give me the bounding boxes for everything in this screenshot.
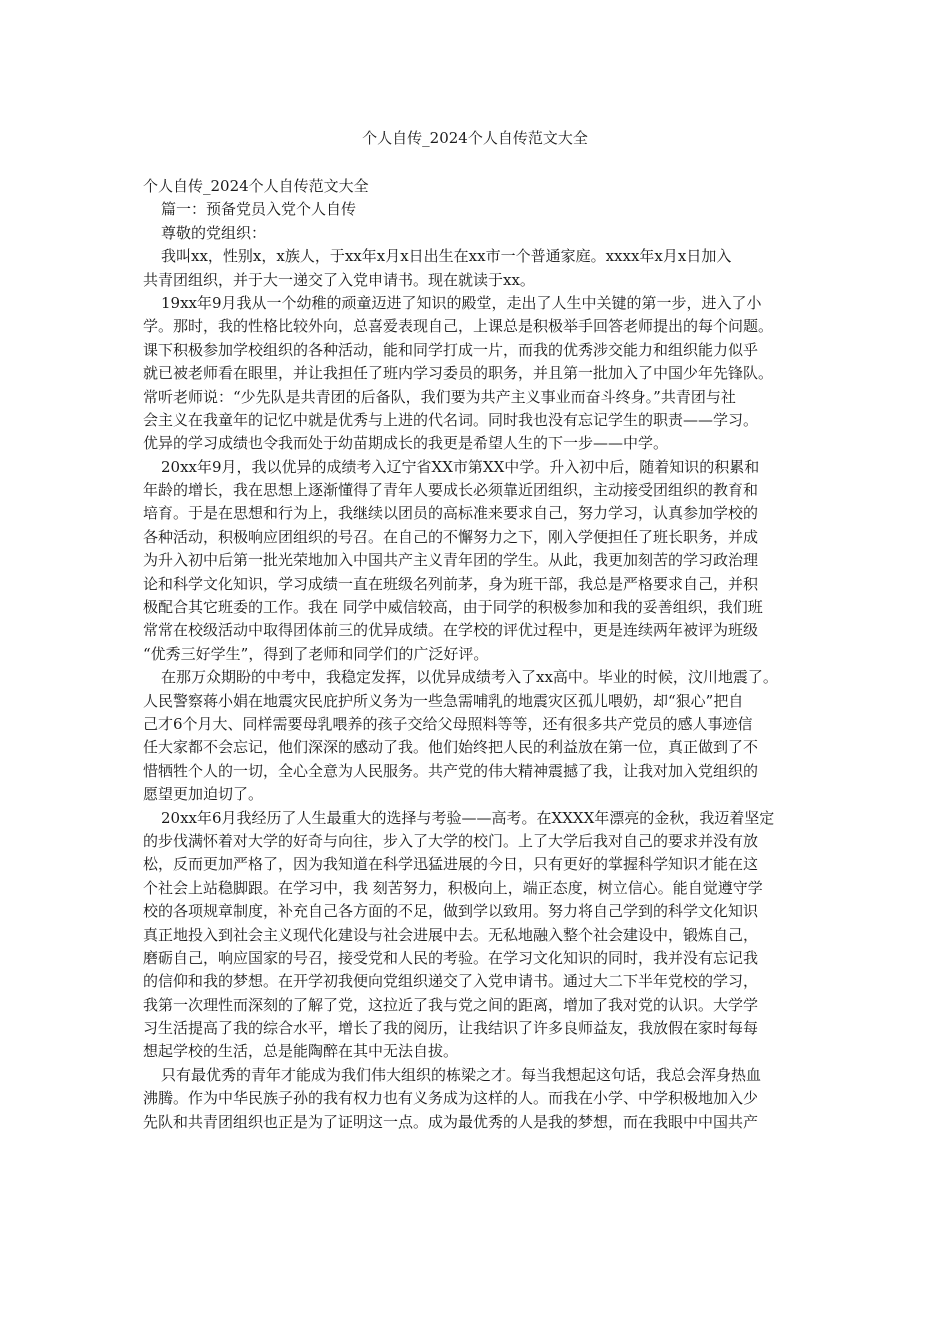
text-line: 培育。于是在思想和行为上，我继续以团员的高标准来要求自己，努力学习，认真参加学校的 — [143, 504, 759, 523]
text-line: 19xx年9月我从一个幼稚的顽童迈进了知识的殿堂，走出了人生中关键的第一步，进入了小 — [161, 293, 762, 312]
text-line: 任大家都不会忘记，他们深深的感动了我。他们始终把人民的利益放在第一位，真正做到了不 — [143, 738, 759, 757]
text-line: 20xx年6月我经历了人生最重大的选择与考验——高考。在XXXX年漂亮的金秋，我迈着坚定 — [161, 808, 775, 827]
text-line: 20xx年9月，我以优异的成绩考入辽宁省XX市第XX中学。升入初中后，随着知识的积累和 — [161, 457, 760, 476]
text-line: 论和科学文化知识，学习成绩一直在班级名列前茅，身为班干部，我总是严格要求自己，并积 — [143, 574, 759, 593]
text-line: 年龄的增长，我在思想上逐渐懂得了青年人要成长必须靠近团组织，主动接受团组织的教育和 — [143, 481, 759, 500]
text-line: 沸腾。作为中华民族子孙的我有权力也有义务成为这样的人。而我在小学、中学积极地加入少 — [143, 1089, 759, 1108]
text-line: 真正地投入到社会主义现代化建设与社会进展中去。无私地融入整个社会建设中，锻炼自己， — [143, 925, 759, 944]
text-line: 只有最优秀的青年才能成为我们伟大组织的栋梁之才。每当我想起这句话，我总会浑身热血 — [161, 1065, 762, 1084]
text-line: 就已被老师看在眼里，并让我担任了班内学习委员的职务，并且第一批加入了中国少年先锋队。 — [143, 364, 774, 383]
text-line: 校的各项规章制度，补充自己各方面的不足，做到学以致用。努力将自己学到的科学文化知识 — [143, 902, 759, 921]
text-line: 惜牺牲个人的一切，全心全意为人民服务。共产党的伟大精神震撼了我，让我对加入党组织的 — [143, 761, 759, 780]
text-line: 个社会上站稳脚跟。在学习中，我 刻苦努力，积极向上，端正态度，树立信心。能自觉遵守学 — [143, 878, 763, 897]
text-line: 我第一次理性而深刻的了解了党，这拉近了我与党之间的距离，增加了我对党的认识。大学学 — [143, 995, 759, 1014]
text-line: 篇一：预备党员入党个人自传 — [161, 200, 357, 219]
text-line: 习生活提高了我的综合水平，增长了我的阅历，让我结识了许多良师益友，我放假在家时每每 — [143, 1019, 759, 1038]
text-line: “优秀三好学生”，得到了老师和同学们的广泛好评。 — [143, 644, 489, 663]
text-line: 己才6个月大、同样需要母乳喂养的孩子交给父母照料等等，还有很多共产党员的感人事迹信 — [143, 714, 753, 733]
text-line: 常常在校级活动中取得团体前三的优异成绩。在学校的评优过程中，更是连续两年被评为班级 — [143, 621, 759, 640]
text-line: 磨砺自己，响应国家的号召，接受党和人民的考验。在学习文化知识的同时，我并没有忘记我 — [143, 948, 759, 967]
text-line: 我叫xx，性别x，x族人，于xx年x月x日出生在xx市一个普通家庭。xxxx年x月x日加入 — [161, 247, 732, 266]
document-body — [143, 175, 813, 1134]
text-line: 为升入初中后第一批光荣地加入中国共产主义青年团的学生。从此，我更加刻苦的学习政治理 — [143, 551, 759, 570]
text-line: 在那万众期盼的中考中，我稳定发挥，以优异成绩考入了xx高中。毕业的时候，汶川地震了。 — [161, 668, 778, 687]
page-title: 个人自传_2024个人自传范文大全 — [362, 129, 588, 147]
text-line: 学。那时，我的性格比较外向，总喜爱表现自己，上课总是积极举手回答老师提出的每个问题。 — [143, 317, 774, 336]
text-line: 先队和共青团组织也正是为了证明这一点。成为最优秀的人是我的梦想，而在我眼中中国共产 — [143, 1112, 759, 1131]
text-line: 的步伐满怀着对大学的好奇与向往，步入了大学的校门。上了大学后我对自己的要求并没有放 — [143, 831, 759, 850]
text-line: 愿望更加迫切了。 — [143, 785, 264, 804]
text-line: 常听老师说：“少先队是共青团的后备队，我们要为共产主义事业而奋斗终身。”共青团与社 — [143, 387, 736, 406]
text-line: 会主义在我童年的记忆中就是优秀与上进的代名词。同时我也没有忘记学生的职责——学习。 — [143, 410, 759, 429]
text-line: 个人自传_2024个人自传范文大全 — [143, 177, 369, 195]
text-line: 的信仰和我的梦想。在开学初我便向党组织递交了入党申请书。通过大二下半年党校的学习， — [143, 972, 759, 991]
text-line: 想起学校的生活，总是能陶醉在其中无法自拔。 — [143, 1042, 459, 1061]
text-line: 尊敬的党组织： — [161, 223, 267, 242]
text-line: 共青团组织，并于大一递交了入党申请书。现在就读于xx。 — [143, 270, 535, 289]
text-line: 松，反而更加严格了，因为我知道在科学迅猛进展的今日，只有更好的掌握科学知识才能在这 — [143, 855, 759, 874]
text-line: 优异的学习成绩也令我而处于幼苗期成长的我更是希望人生的下一步——中学。 — [143, 434, 669, 453]
text-line: 课下积极参加学校组织的各种活动，能和同学打成一片，而我的优秀涉交能力和组织能力似乎 — [143, 340, 759, 359]
text-line: 各种活动，积极响应团组织的号召。在自己的不懈努力之下，刚入学便担任了班长职务，并成 — [143, 527, 759, 546]
text-line: 人民警察蒋小娟在地震灾民庇护所义务为一些急需哺乳的地震灾区孤儿喂奶，却“狠心”把自 — [143, 691, 744, 710]
text-line: 极配合其它班委的工作。我在 同学中威信较高，由于同学的积极参加和我的妥善组织，我们班 — [143, 598, 763, 617]
